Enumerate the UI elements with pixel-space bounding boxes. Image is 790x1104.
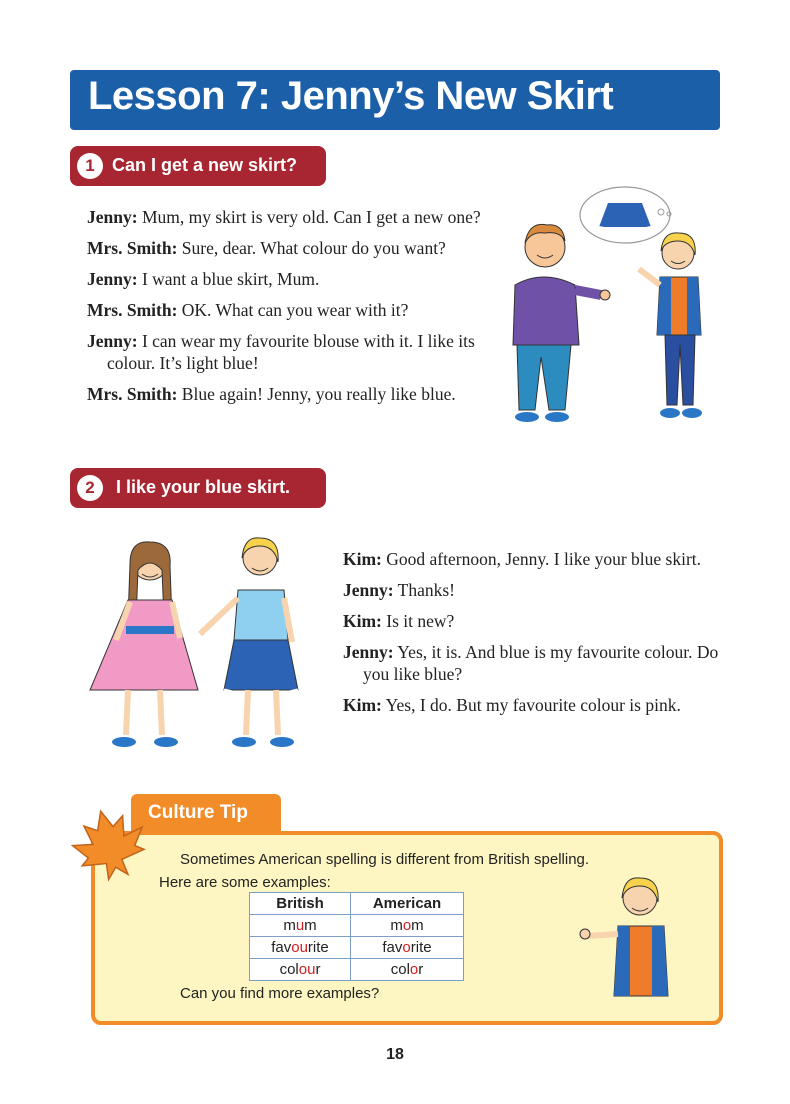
line-text: OK. What can you wear with it?	[181, 300, 409, 320]
line-text: Mum, my skirt is very old. Can I get a new one?	[141, 207, 481, 227]
highlighted-letters: o	[402, 917, 412, 934]
dialogue-line	[87, 237, 497, 259]
speaker: Jenny:	[343, 580, 394, 600]
dialogue-line	[343, 641, 723, 685]
table-header-row	[250, 893, 464, 915]
dialogue-line	[87, 206, 497, 228]
line-text: Thanks!	[397, 580, 455, 600]
tip-question: Can you find more examples?	[180, 985, 380, 1002]
word-part: m	[390, 917, 403, 934]
highlighted-letters: ou	[291, 939, 308, 956]
british-cell	[250, 959, 351, 981]
speaker: Kim:	[343, 549, 382, 569]
culture-tip-label: Culture Tip	[148, 802, 248, 823]
word-part: rite	[307, 939, 329, 956]
speaker: Mrs. Smith:	[87, 238, 178, 258]
word-part: col	[279, 961, 299, 978]
highlighted-letters: o	[402, 939, 411, 956]
line-text: Sure, dear. What colour do you want?	[181, 238, 446, 258]
jenny-tip-illustration	[578, 874, 678, 1000]
dialogue-line	[87, 299, 497, 321]
word-part: rite	[410, 939, 432, 956]
highlighted-letters: o	[409, 961, 419, 978]
dialogue-line	[87, 268, 497, 290]
word-part: m	[283, 917, 296, 934]
line-text: I can wear my favourite blouse with it. I like its colour. It’s light blue!	[107, 331, 475, 373]
line-text: Yes, it is. And blue is my favourite colour. Do you like blue?	[363, 642, 719, 684]
maple-leaf-icon	[68, 806, 152, 886]
line-text: Is it new?	[386, 611, 455, 631]
american-cell	[351, 937, 464, 959]
section-1-heading: Can I get a new skirt?	[112, 155, 298, 175]
dialogue-line	[343, 579, 723, 601]
british-cell	[250, 937, 351, 959]
section-2-heading: I like your blue skirt.	[116, 477, 291, 497]
dialogue-line	[87, 330, 497, 374]
lesson-title-bar	[70, 70, 720, 130]
american-cell	[351, 915, 464, 937]
highlighted-letters: u	[295, 917, 305, 934]
section-1-header	[70, 146, 326, 186]
section-2-number: 2	[77, 475, 103, 501]
word-part: col	[390, 961, 410, 978]
table-row	[250, 937, 464, 959]
word-part: r	[418, 961, 424, 978]
word-part: fav	[382, 939, 403, 956]
british-cell	[250, 915, 351, 937]
mother-and-jenny-illustration	[505, 185, 725, 435]
section-2-header	[70, 468, 326, 508]
speaker: Jenny:	[87, 207, 138, 227]
dialogue-2	[343, 548, 723, 725]
culture-tip-tab	[131, 794, 281, 834]
section-1-number: 1	[77, 153, 103, 179]
word-part: fav	[271, 939, 292, 956]
word-part: r	[315, 961, 321, 978]
column-header-american: American	[351, 893, 464, 915]
kim-and-jenny-illustration	[88, 530, 313, 765]
tip-intro-line-1: Sometimes American spelling is different from British spelling.	[180, 851, 590, 868]
table-row	[250, 915, 464, 937]
table-row	[250, 959, 464, 981]
line-text: Good afternoon, Jenny. I like your blue skirt.	[386, 549, 702, 569]
dialogue-line	[343, 548, 723, 570]
speaker: Jenny:	[87, 331, 138, 351]
dialogue-line	[87, 383, 497, 405]
dialogue-1	[87, 206, 497, 414]
column-header-british: British	[250, 893, 351, 915]
line-text: Blue again! Jenny, you really like blue.	[181, 384, 456, 404]
line-text: Yes, I do. But my favourite colour is pink.	[385, 695, 681, 715]
dialogue-line	[343, 610, 723, 632]
page-number: 18	[386, 1046, 404, 1063]
tip-intro-line-2: Here are some examples:	[159, 874, 331, 891]
american-cell	[351, 959, 464, 981]
line-text: I want a blue skirt, Mum.	[141, 269, 320, 289]
highlighted-letters: ou	[298, 961, 316, 978]
speaker: Kim:	[343, 695, 382, 715]
speaker: Jenny:	[343, 642, 394, 662]
lesson-title: Lesson 7: Jenny’s New Skirt	[88, 74, 614, 118]
word-part: m	[304, 917, 317, 934]
dialogue-line	[343, 694, 723, 716]
word-part: m	[411, 917, 424, 934]
speaker: Jenny:	[87, 269, 138, 289]
speaker: Kim:	[343, 611, 382, 631]
spelling-table	[249, 892, 464, 981]
speaker: Mrs. Smith:	[87, 384, 178, 404]
speaker: Mrs. Smith:	[87, 300, 178, 320]
